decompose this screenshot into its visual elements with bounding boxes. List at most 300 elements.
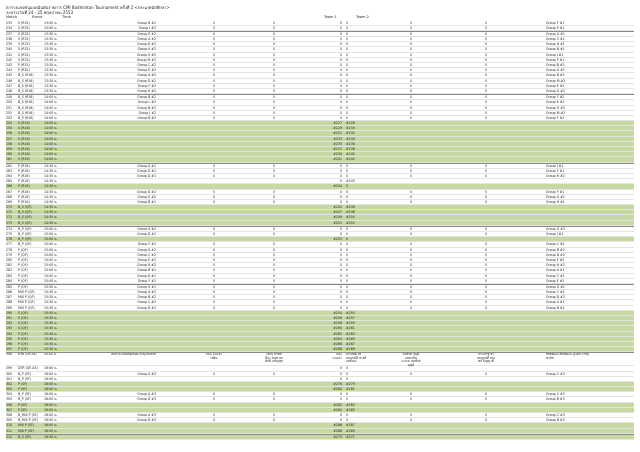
team2-cell: #283	[346, 402, 355, 407]
team2-cell: #285	[346, 407, 355, 412]
opponent-group-cell: Group C #2	[546, 242, 565, 247]
team2-cell: #281	[346, 387, 355, 392]
opponent-group-cell: สิทธิพัฒน์ สิทธิพัฒน์ ภูเบศร์ เจริญพานิช	[546, 353, 589, 360]
event-cell: P (R16)	[18, 189, 30, 194]
time-cell: 16:00 น.	[44, 407, 58, 412]
opponent-group-cell: Group G #1	[546, 194, 565, 199]
value-cell: 0	[212, 392, 216, 397]
time-cell: 16:00 น.	[44, 353, 57, 357]
event-cell: B_P (QF)	[18, 226, 32, 231]
value-cell: 0	[409, 413, 413, 417]
value-cell: 0	[409, 68, 413, 73]
team1-cell: 0	[339, 83, 342, 88]
match-number: 263	[6, 168, 13, 173]
value-cell: 0	[484, 232, 488, 236]
opponent-group-cell: Group P #1	[546, 57, 565, 62]
opponent-group-cell: Group F #2	[546, 257, 565, 262]
event-cell: P (QF)	[18, 257, 28, 262]
match-number: 257	[6, 136, 13, 141]
time-cell: 16:00 น.	[44, 397, 58, 402]
value-cell: 0	[272, 25, 276, 30]
value-cell: 0	[272, 371, 276, 376]
value-cell: 0	[272, 242, 276, 247]
event-cell: MIX P (SF)	[18, 423, 35, 428]
team1-cell: #256	[333, 316, 342, 320]
opponent-group-cell: Group H #1	[546, 199, 565, 204]
team2-cell: 0	[346, 284, 349, 289]
group-cell: Group A #2	[137, 73, 156, 78]
match-number: 278	[6, 247, 13, 252]
team2-cell: 0	[346, 242, 349, 247]
time-cell: 15:30 น.	[44, 290, 58, 295]
opponent-group-cell: Group A #1	[546, 300, 565, 305]
match-number: 275	[6, 232, 13, 236]
event-cell: B_S (QF)	[18, 210, 32, 215]
match-number: 248	[6, 88, 13, 93]
team2-cell: 0	[346, 290, 349, 295]
opponent-group-cell: Group A #1	[546, 268, 565, 273]
value-cell: 0	[212, 263, 216, 268]
value-cell: 0	[484, 284, 488, 289]
event-cell: P (SF)	[18, 402, 28, 407]
group-cell: Group D #1	[137, 273, 156, 278]
time-cell: 16:00 น.	[44, 366, 58, 371]
event-cell: P (QF)	[18, 331, 28, 336]
value-cell: 0	[272, 31, 276, 36]
team2-cell: 0	[346, 184, 349, 189]
group-cell: Group D #2	[137, 42, 156, 47]
team1-cell: 0	[339, 257, 342, 262]
team1-cell: #284	[333, 407, 342, 412]
time-cell: 16:00 น.	[44, 392, 58, 397]
group-cell: Group A #1	[137, 163, 156, 168]
match-number: 309	[6, 418, 13, 423]
event-cell: S (QF)	[18, 310, 28, 315]
value-cell: 0	[484, 78, 488, 83]
value-cell: 0	[409, 305, 413, 310]
value-cell: 0	[409, 163, 413, 168]
value-cell: 0	[272, 263, 276, 268]
time-cell: 14:00 น.	[44, 147, 58, 151]
team2-cell: #287	[346, 423, 355, 428]
group-cell: Group C #2	[137, 63, 156, 67]
team2-cell: #248	[346, 210, 355, 215]
value-cell: 0	[212, 100, 216, 105]
team2-cell: 0	[346, 83, 349, 88]
value-cell: 0	[409, 290, 413, 295]
value-cell: 0	[272, 20, 276, 25]
team1-cell: #235	[333, 141, 342, 146]
event-cell: S (R16)	[18, 126, 30, 131]
match-number: 266	[6, 184, 13, 189]
value-cell: 0	[272, 418, 276, 423]
team1-cell: 0	[339, 78, 342, 83]
team1-cell: 0	[339, 295, 342, 300]
match-number: 274	[6, 226, 13, 231]
event-cell: S (R16)	[18, 157, 30, 162]
value-cell: 0	[272, 305, 276, 310]
team2-cell: 0	[346, 413, 349, 417]
team2-cell: 0	[346, 20, 349, 25]
group-cell: Group B #2	[137, 115, 156, 120]
value-cell: 0	[212, 413, 216, 417]
value-cell: 0	[409, 397, 413, 402]
match-number: 249	[6, 95, 13, 100]
team2-cell: #250	[346, 215, 355, 220]
match-number: 234	[6, 25, 13, 30]
time-cell: 13:30 น.	[44, 83, 58, 88]
value-cell: 0	[484, 418, 488, 423]
event-cell: S (R16)	[18, 141, 30, 146]
event-cell: B_P (R16)	[18, 115, 34, 120]
match-number: 245	[6, 73, 13, 78]
match-number: 233	[6, 20, 13, 25]
team1-cell: #247	[333, 210, 342, 215]
opponent-group-cell: Group B #2	[546, 247, 565, 252]
value-cell: 0	[409, 199, 413, 204]
schedule-table	[6, 21, 634, 440]
value-cell: 0	[409, 232, 413, 236]
team2-cell: 0	[346, 257, 349, 262]
value-cell: 0	[272, 168, 276, 173]
time-cell: 13:30 น.	[44, 47, 58, 52]
match-number: 286	[6, 290, 13, 295]
team1-cell: 0	[339, 273, 342, 278]
opponent-group-cell: Group E #2	[546, 83, 565, 88]
match-number: 260	[6, 152, 13, 157]
time-cell: 15:00 น.	[44, 252, 58, 257]
event-cell: P (R16)	[18, 184, 30, 189]
value-cell: 0	[212, 63, 216, 67]
group-cell: Group G #2	[137, 263, 156, 268]
group-cell: Group A #2	[137, 37, 156, 42]
col-match: Match	[6, 15, 17, 19]
team1-cell: #260	[333, 326, 342, 331]
team1-cell: 0	[339, 47, 342, 52]
group-cell: Group F #1	[137, 278, 156, 283]
team1-cell: 0	[339, 397, 342, 402]
group-cell: Group M #2	[136, 57, 156, 62]
value-cell: 0	[484, 268, 488, 273]
value-cell: 0	[409, 242, 413, 247]
value-cell: 0	[272, 52, 276, 57]
time-cell: 14:00 น.	[44, 105, 58, 110]
event-cell: B_S (QF)	[18, 205, 32, 210]
team2-cell: 0	[346, 226, 349, 231]
event-cell: S (R16)	[18, 136, 30, 141]
value-cell: 0	[409, 392, 413, 397]
match-number: 290	[6, 310, 13, 315]
opponent-group-cell: Group G #1	[546, 284, 565, 289]
team2-cell: 0	[346, 397, 349, 402]
value-cell: 0	[409, 20, 413, 25]
value-cell: 0	[212, 194, 216, 199]
opponent-group-cell: Group B #2	[546, 73, 565, 78]
match-number: 258	[6, 141, 13, 146]
team2-cell: 0	[346, 376, 349, 381]
team2-cell: #271	[346, 434, 355, 439]
team1-cell: 0	[339, 163, 342, 168]
team2-cell: 0	[346, 37, 349, 42]
time-cell: 15:00 น.	[44, 278, 58, 283]
opponent-group-cell: Group F #2	[546, 95, 565, 100]
opponent-group-cell: Group F #1	[546, 168, 565, 173]
document-date-range: ระหว่างวันที่ 24 - 25 พฤษภาคม 2553	[6, 10, 74, 15]
value-cell: 0	[272, 257, 276, 262]
value-cell: 0	[484, 63, 488, 67]
time-cell: 14:30 น.	[44, 168, 58, 173]
event-cell: P (R16)	[18, 163, 30, 168]
team1-cell: #241	[333, 157, 342, 162]
team1-cell: #286	[333, 423, 342, 428]
value-cell: 0	[484, 95, 488, 100]
value-cell: 0	[212, 42, 216, 47]
value-cell: 0	[484, 110, 488, 115]
match-number: 282	[6, 268, 13, 273]
value-cell: 0	[409, 63, 413, 67]
time-cell: 15:00 น.	[44, 263, 58, 268]
value-cell: 0	[409, 257, 413, 262]
value-cell: 0	[272, 397, 276, 402]
event-cell: B_P (SF)	[18, 371, 32, 376]
value-cell: 0	[409, 31, 413, 36]
value-cell: 0	[409, 95, 413, 100]
team2-cell: #246	[346, 205, 355, 210]
value-cell: 0	[272, 173, 276, 178]
team1-cell: 0	[339, 20, 342, 25]
team2-cell: 0	[346, 194, 349, 199]
value-cell: 0	[272, 189, 276, 194]
value-cell: 0	[272, 110, 276, 115]
event-cell: P (R32)	[18, 68, 30, 73]
event-cell: DTR (QF-A5)	[18, 366, 38, 371]
team1-cell: 0	[339, 290, 342, 295]
value-cell: 0	[409, 100, 413, 105]
value-cell: 0	[272, 252, 276, 257]
team1-cell: SSA แนะนำ	[332, 353, 342, 360]
value-cell: 0	[212, 247, 216, 252]
match-number: 254	[6, 121, 13, 126]
opponent-group-cell: Group N #1	[546, 47, 565, 52]
time-cell: 16:00 น.	[44, 402, 58, 407]
team2-cell: #261	[346, 326, 355, 331]
value-cell: 0	[272, 392, 276, 397]
time-cell: 14:00 น.	[44, 115, 58, 120]
team2-cell: 0	[346, 268, 349, 273]
event-cell: S (R16)	[18, 131, 30, 136]
time-cell: 14:00 น.	[44, 126, 58, 131]
opponent-group-cell: Group K #2	[546, 100, 565, 105]
match-number: 287	[6, 295, 13, 300]
team1-cell: #233	[333, 136, 342, 141]
column-header-row	[6, 15, 634, 20]
value-cell: 0	[484, 173, 488, 178]
opponent-group-cell: Group C #3	[546, 392, 565, 397]
value-cell: 0	[212, 371, 216, 376]
col-time: Time	[62, 15, 71, 19]
team2-cell: 0	[346, 168, 349, 173]
match-number: 310	[6, 423, 13, 428]
match-number: 289	[6, 305, 13, 310]
time-cell: 15:30 น.	[44, 331, 58, 336]
value-cell: 0	[484, 300, 488, 305]
event-cell: S (QF)	[18, 326, 28, 331]
value-cell: 0	[212, 295, 216, 300]
team2-cell: 0	[346, 418, 349, 423]
value-cell: 0	[409, 110, 413, 115]
value-cell: 0	[212, 78, 216, 83]
time-cell: 13:30 น.	[44, 52, 58, 57]
value-cell: 0	[212, 189, 216, 194]
document-title: ตารางแข่งขันแบดมินตันรายการ CMI Badminton Tournament ครั้งที่ 2 <ประเภทนักศึกษา>	[6, 5, 170, 10]
match-number: 253	[6, 115, 13, 120]
value-cell: 0	[409, 268, 413, 273]
team1-cell: 0	[339, 110, 342, 115]
team2-cell: #259	[346, 321, 355, 326]
time-cell: 13:30 น.	[44, 73, 58, 78]
value-cell: 0	[272, 95, 276, 100]
team1-cell: #270	[333, 434, 342, 439]
opponent-group-cell: Group G #1	[546, 68, 565, 73]
time-cell: 14:00 น.	[44, 121, 58, 126]
match-number: 270	[6, 205, 13, 210]
group-cell: Group F #2	[137, 83, 156, 88]
team2-cell: 0	[346, 68, 349, 73]
match-number: 243	[6, 63, 13, 67]
event-cell: DTR (QF-A4)	[18, 353, 37, 357]
match-number: 252	[6, 110, 13, 115]
group-cell: Group O #2	[137, 52, 156, 57]
opponent-group-cell: Group I #2	[546, 232, 564, 236]
value-cell: 0	[409, 194, 413, 199]
team1-cell: 0	[339, 179, 342, 184]
team2-cell: 0	[346, 110, 349, 115]
team2-cell: #234	[346, 136, 355, 141]
opponent-group-cell: Group F #2	[546, 115, 565, 120]
value-cell: 0	[409, 263, 413, 268]
group-cell: Group E #2	[137, 194, 156, 199]
value-cell: 0	[272, 63, 276, 67]
match-number: 255	[6, 126, 13, 131]
team1-cell: 0	[339, 263, 342, 268]
value-cell: 0	[212, 95, 216, 100]
value-cell: 0	[212, 37, 216, 42]
team1-cell: #264	[333, 336, 342, 341]
opponent-group-cell: Group G #2	[546, 88, 565, 93]
team2-cell: #236	[346, 141, 355, 146]
team1-cell: 0	[339, 42, 342, 47]
value-cell: 0	[484, 20, 488, 25]
value-cell: 0	[484, 247, 488, 252]
value-cell: 0	[409, 78, 413, 83]
value-cell: 0	[212, 73, 216, 78]
opponent-group-cell: Group P #1	[546, 25, 565, 30]
team1-cell: #280	[333, 387, 342, 392]
match-number: 267	[6, 189, 13, 194]
match-number: 262	[6, 163, 13, 168]
value-cell: 0	[272, 42, 276, 47]
time-cell: 15:00 น.	[44, 237, 58, 242]
group-cell: Group B #2	[137, 95, 156, 100]
match-number: 308	[6, 413, 13, 417]
opponent-group-cell: Group B #3	[546, 397, 565, 402]
value-cell: 0	[484, 263, 488, 268]
event-cell: P (QF)	[18, 336, 28, 341]
time-cell: 15:30 น.	[44, 310, 58, 315]
value-cell: 0	[484, 189, 488, 194]
team2-cell: #228	[346, 121, 355, 126]
time-cell: 14:30 น.	[44, 215, 58, 220]
value-cell: 0	[484, 57, 488, 62]
group-cell: Group A #3	[137, 371, 156, 376]
team1-cell: 0	[339, 194, 342, 199]
group-cell: Group H #1	[137, 284, 156, 289]
team1-cell: 0	[339, 115, 342, 120]
group-cell: Group L #2	[137, 100, 156, 105]
event-cell: P (QF)	[18, 263, 28, 268]
table-row	[6, 434, 634, 440]
value-cell: 0	[212, 278, 216, 283]
group-cell: Group D #2	[137, 232, 156, 236]
time-cell: 14:00 น.	[44, 157, 58, 162]
event-cell: P (SF)	[18, 407, 28, 412]
opponent-group-cell: Group B #1	[546, 305, 565, 310]
team1-cell: #254	[333, 310, 342, 315]
time-cell: 14:00 น.	[44, 152, 58, 157]
team1-cell: 0	[339, 168, 342, 173]
opponent-group-cell: Group H #1	[546, 42, 565, 47]
value-cell: 0	[484, 371, 488, 376]
value-cell: 0	[484, 392, 488, 397]
value-cell: 0	[212, 284, 216, 289]
event-cell: S (R32)	[18, 37, 30, 42]
value-cell: 0	[212, 163, 216, 168]
value-cell: 0	[212, 290, 216, 295]
team2-cell: 0	[346, 78, 349, 83]
value-cell: 0	[212, 110, 216, 115]
opponent-group-cell: Group G #1	[546, 31, 565, 36]
team1-cell: #282	[333, 402, 342, 407]
value-cell: 0	[409, 371, 413, 376]
event-cell: B_S (QF)	[18, 215, 32, 220]
value-cell: 0	[484, 199, 488, 204]
value-cell: 0	[409, 226, 413, 231]
value-cell: 0	[409, 57, 413, 62]
value-cell: 0	[484, 105, 488, 110]
group-cell: Group A #3	[137, 392, 156, 397]
team1-cell: 0	[339, 376, 342, 381]
time-cell: 13:00 น.	[44, 20, 58, 25]
match-number: 284	[6, 278, 13, 283]
opponent-group-cell: Group D #2	[546, 252, 565, 257]
team1-cell: 0	[339, 68, 342, 73]
value-cell: 0	[272, 226, 276, 231]
time-cell: 15:30 น.	[44, 326, 58, 331]
match-number: 306	[6, 402, 13, 407]
time-cell: 13:30 น.	[44, 68, 58, 73]
value-cell: 0	[409, 88, 413, 93]
value-cell: 0	[272, 47, 276, 52]
event-cell: B_MIX P (SF)	[18, 413, 38, 417]
value-cell: 0	[212, 242, 216, 247]
value-cell: 0	[409, 115, 413, 120]
time-cell: 16:00 น.	[44, 428, 58, 433]
match-number: 301	[6, 376, 13, 381]
value-cell: 0	[484, 31, 488, 36]
value-cell: 0	[484, 290, 488, 295]
value-cell: 0	[272, 273, 276, 278]
team2-cell: 0	[346, 273, 349, 278]
